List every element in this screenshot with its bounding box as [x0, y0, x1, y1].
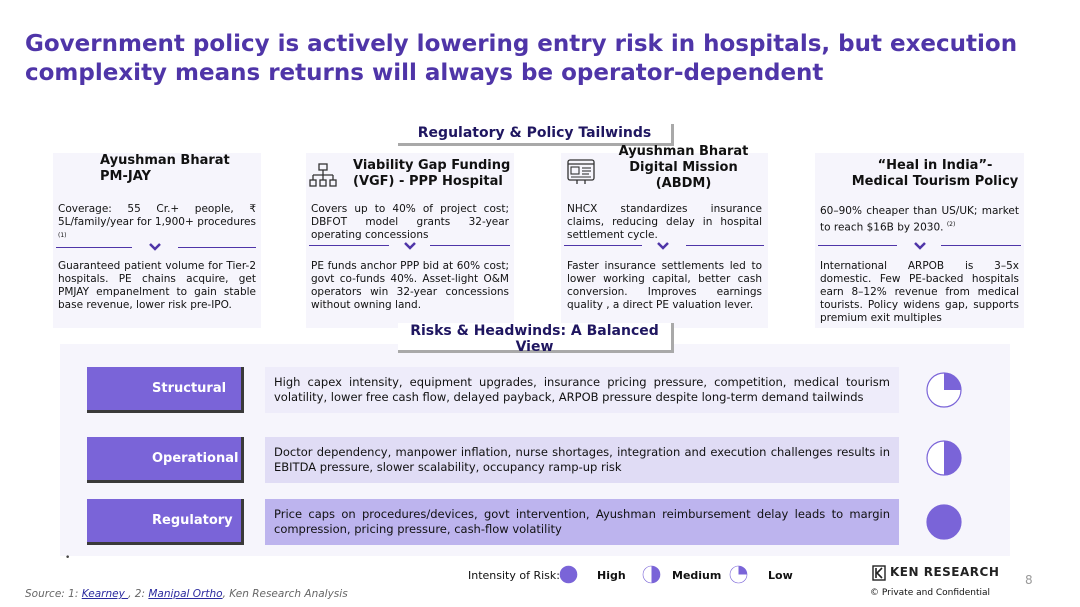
page-title: Government policy is actively lowering entry risk in hospitals, but execution complexity means returns will always be operator-dependent — [25, 31, 1018, 86]
risk-description: Doctor dependency, manpower inflation, nurse shortages, integration and execution challenges results in EBITDA pressure, slower scalability, occupancy ramp-up risk — [265, 437, 899, 483]
card-title: Ayushman Bharat PM-JAY — [100, 153, 230, 184]
legend-label: Intensity of Risk: — [468, 569, 560, 582]
divider — [178, 247, 256, 248]
risk-intensity-pie — [925, 503, 963, 541]
card-title: “Heal in India”- Medical Tourism Policy — [851, 158, 1019, 189]
pie-outline — [927, 505, 961, 539]
card-top-text: 60–90% cheaper than US/UK; market to reach $16B by 2030. $^{(2)}$ — [820, 205, 1019, 234]
headwinds-label: Risks & Headwinds: A Balanced View — [398, 323, 674, 353]
risk-intensity-pie — [925, 439, 963, 477]
divider — [941, 245, 1021, 246]
legend-level-high: High — [597, 569, 626, 582]
legend-pie-low — [729, 565, 748, 584]
risk-tag-regulatory: Regulatory — [87, 499, 244, 545]
brand-name: KEN RESEARCH — [890, 565, 1000, 579]
card-top-text: Covers up to 40% of project cost; DBFOT model grants 32-year operating concessions — [311, 203, 509, 241]
chevron-down-icon — [403, 241, 417, 251]
policy-card-abdm — [561, 144, 768, 328]
card-bottom-text: PE funds anchor PPP bid at 60% cost; govt co-funds 40%. Asset-light O&M operators win 32-year concessions without owning land. — [311, 260, 509, 311]
divider — [564, 245, 642, 246]
risk-description: Price caps on procedures/devices, govt intervention, Ayushman reimbursement delay leads to margin compression, pricing pressure, cash-flow volatility — [265, 499, 899, 545]
risk-description: High capex intensity, equipment upgrades, insurance pricing pressure, competition, medical tourism volatility, lower free cash flow, delayed payback, ARPOB pressure despite long-term demand tailwinds — [265, 367, 899, 413]
card-bottom-text: Faster insurance settlements led to lower working capital, better cash conversion. Improves earnings quality , a direct PE valuation lever. — [567, 260, 762, 311]
citation-ref: (1) — [58, 232, 67, 239]
policy-card-vgf — [306, 153, 514, 328]
chevron-down-icon — [913, 241, 927, 251]
copyright-note: © Private and Confidential — [870, 588, 991, 598]
source-link-manipal-ortho[interactable]: Manipal Ortho — [148, 588, 223, 600]
divider — [56, 247, 132, 248]
card-bottom-text: Guaranteed patient volume for Tier-2 hospitals. PE chains acquire, get PMJAY empanelment to gain stable base revenue, lower risk pre-IPO. — [58, 260, 256, 311]
digital-screen-icon — [567, 159, 595, 185]
divider — [686, 245, 764, 246]
risk-tag-structural: Structural — [87, 367, 244, 413]
divider — [430, 245, 510, 246]
pie-fill — [739, 566, 748, 575]
risk-intensity-pie — [925, 371, 963, 409]
source-link-kearney[interactable]: Kearney — [81, 588, 129, 600]
pie-outline — [560, 566, 577, 583]
divider — [818, 245, 897, 246]
legend-level-low: Low — [768, 569, 793, 582]
legend-pie-medium — [642, 565, 661, 584]
chevron-down-icon — [148, 242, 162, 252]
pie-fill — [652, 566, 661, 583]
card-top-text: Coverage: 55 Cr.+ people, ₹ 5L/family/year for 1,900+ procedures $^{(1)}$ — [58, 203, 256, 239]
ken-research-logo-icon — [872, 565, 886, 581]
divider — [309, 245, 389, 246]
policy-card-heal-in-india — [815, 153, 1024, 328]
chevron-down-icon — [656, 241, 670, 251]
risk-tag-operational: Operational — [87, 437, 244, 483]
citation-ref: (2) — [946, 221, 956, 228]
hierarchy-icon — [309, 163, 337, 189]
card-top-text: NHCX standardizes insurance claims, reducing delay in hospital settlement cycle. — [567, 203, 762, 241]
card-bottom-text: International ARPOB is 3–5x domestic. Few PE-backed hospitals earn 8–12% revenue from medical tourists. Policy widens gap, supports premium exit multiples — [820, 260, 1019, 324]
page-number: 8 — [1025, 573, 1033, 587]
legend-level-medium: Medium — [672, 569, 722, 582]
pie-fill — [944, 373, 961, 390]
source-note: Source: 1: Kearney , 2: Manipal Ortho, Ken Research Analysis — [25, 588, 348, 600]
policy-card-pmjay — [53, 153, 261, 328]
tailwinds-label: Regulatory & Policy Tailwinds — [398, 124, 674, 146]
legend-pie-high — [559, 565, 578, 584]
bullet-dot: • — [65, 553, 71, 563]
card-title: Ayushman Bharat Digital Mission (ABDM) — [618, 144, 749, 191]
pie-fill — [944, 441, 961, 475]
card-title: Viability Gap Funding (VGF) - PPP Hospital — [353, 158, 511, 189]
